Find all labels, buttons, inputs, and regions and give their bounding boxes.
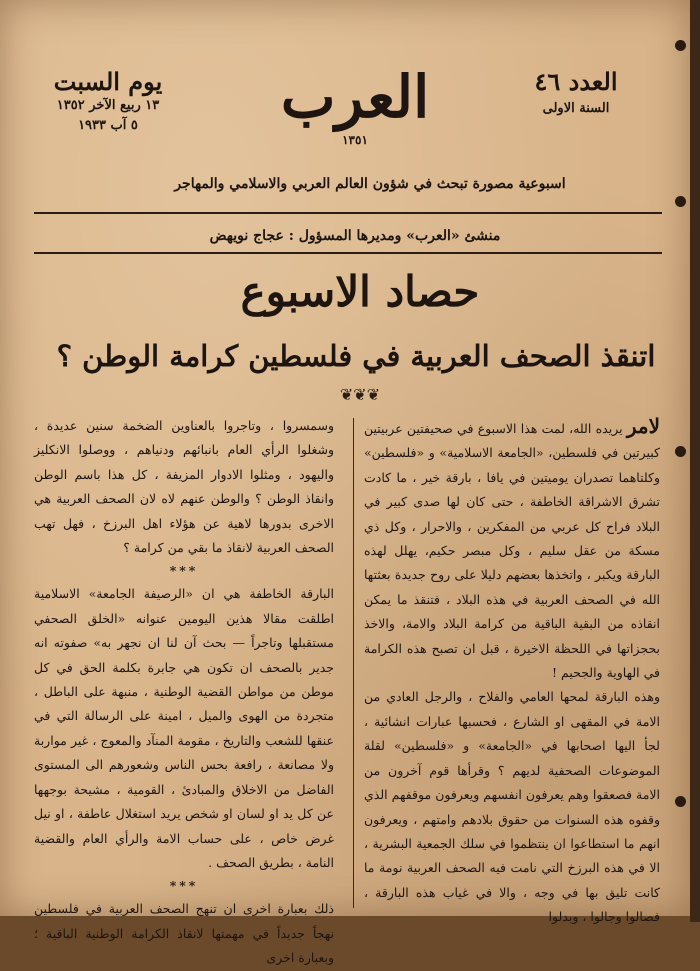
masthead-year: ١٣٥١	[342, 133, 368, 147]
issue-number: العدد ٤٦	[534, 67, 618, 96]
column-divider	[353, 418, 354, 908]
ornament-divider: ❦❦❦	[339, 385, 381, 404]
paragraph: البارقة الخاطفة هي ان «الرصيفة الجامعة» الاسلامية اطلقت مقالا هذين اليومين عنوانه «الخلق الصحفي مستقبلها وتاجراً — بحث آن لنا ان نجهر به» صفوته انه جدير بالصحف ان تكون هي جابرة بكلمة الحق في كل موطن من مواطن القضية الوطنية ، منبهة على الباطل ، متجردة من الهوى والميل ، امينة على الرسالة التي في عنقها للشعب والتاريخ ، مقومة المنآد والمعوج ، غير مواربة ولا مصانعة ، رافعة بحس الناس وشعورهم الى المستوى الفاضل من الاخلاق والمبادئ ، القومية ، مشيحة بوجهها عن كل يد او لسان او شخص يريد استغلال عاطفة ، او نيل غرض خاص ، على حساب الامة والرأي العام والقضية النامة ، بطريق الصحف .	[34, 586, 334, 870]
masthead-title: العرب	[280, 63, 430, 131]
hijri-date: ١٣ ربيع الآخر ١٣٥٢	[56, 98, 160, 113]
binding-hole	[675, 196, 686, 207]
paragraph: وهذه البارقة لمحها العامي والفلاح ، والرجل العادي من الامة في المقهى او الشارع ، فحسبها عبارات انشائية ، لجأ اليها اصحابها في «الجامعة» و «فلسطين» لقلة الموضوعات الصحفية لديهم ؟ وقرأها قوم آخرون من الامة فصعقوا وهم يعرفون انفسهم ويعرفون موقفهم الذي وقفوه هذه السنوات من حقوق بلادهم وامتهم ، ويعرفون انهم ما استطاعوا ان ينتظموا في سلك الجمعية البشرية ، الا في هذه البرزخ التي نامت فيه الصحف العربية نومة ما كانت تليق بها في وجه ، والا في غياب هذه البارقة ، فصالوا وجالوا ، وبدلوا	[364, 689, 660, 925]
publication-subtitle: اسبوعية مصورة تبحث في شؤون العالم العربي والاسلامي والمهاجر	[174, 176, 566, 192]
section-separator: ***	[169, 878, 199, 894]
section-separator: ***	[169, 563, 199, 579]
article-title: اتنقذ الصحف العربية في فلسطين كرامة الوطن ؟	[56, 339, 656, 373]
section-headline: حصاد الاسبوع	[240, 267, 480, 316]
binding-hole	[675, 796, 686, 807]
paragraph: وسمسروا ، وتاجروا بالعناوين الضخمة سنين عديدة ، وشغلوا الرأي العام بانبائهم ودنياهم ، ووصلوا الانكليز واليهود ، ومثلوا الادوار المزيفة ، كل هذا باسم الوطن وانقاذ الوطن ؟ والوطن عنهم لاه لان الصحف العربية هي الاخرى بدورها لاهية عن هؤلاء اهل البرزخ ، فهل تهب الصحف العربية لانقاذ ما بقي من كرامة ؟	[34, 418, 334, 556]
issue-info	[506, 68, 646, 122]
binding-edge	[690, 0, 700, 922]
masthead	[245, 60, 465, 160]
article-column-left	[34, 414, 334, 971]
paragraph: لامر يريده الله، لمت هذا الاسبوع في صحيفتين عربيتين كبيرتين في فلسطين، «الجامعة الاسلامية» و «فلسطين» وكلتاهما تصدران يوميتين في يافا ، بارقة خير ، ما كادت تشرق الاشراقة الخاطفة ، حتى كان لها صدى كبير في البلاد فراح كل عربي من المفكرين ، والاحرار ، وكل ذي مسكة من عقل سليم ، وكل مبصر حكيم، يهلل لهذه البارقة ويكبر ، واتخذها بعضهم دليلا على روح جديدة بعثتها الله في الصحف العربية في هذه البلاد ، فتنقذ ما يمكن انقاذه من البقية الباقية من كرامة البلاد والامة، والاخذ بحجزاتها في اللحظة الاخيرة ، قبل ان تصبح هذه الكرامة في الهاوية والجحيم !	[364, 414, 660, 681]
header-divider-lower	[34, 252, 662, 254]
founder-line: منشئ «العرب» ومديرها المسؤول : عجاج نويهض	[209, 228, 501, 244]
volume-year: السنة الاولى	[542, 101, 610, 116]
paragraph: ذلك بعبارة اخرى ان تنهج الصحف العربية في فلسطين نهجاً جديداً في مهمتها لانقاذ الكرامة الوطنية الباقية ؛ وبعبارة اخرى	[34, 901, 334, 966]
date-info	[38, 68, 178, 136]
gregorian-date: ٥ آب ١٩٣٣	[78, 118, 138, 133]
binding-hole	[675, 446, 686, 457]
day-label: يوم السبت	[53, 67, 163, 96]
lead-word: لامر	[626, 414, 660, 438]
article-column-right	[364, 414, 660, 930]
header-divider	[34, 212, 662, 214]
binding-hole	[675, 40, 686, 51]
